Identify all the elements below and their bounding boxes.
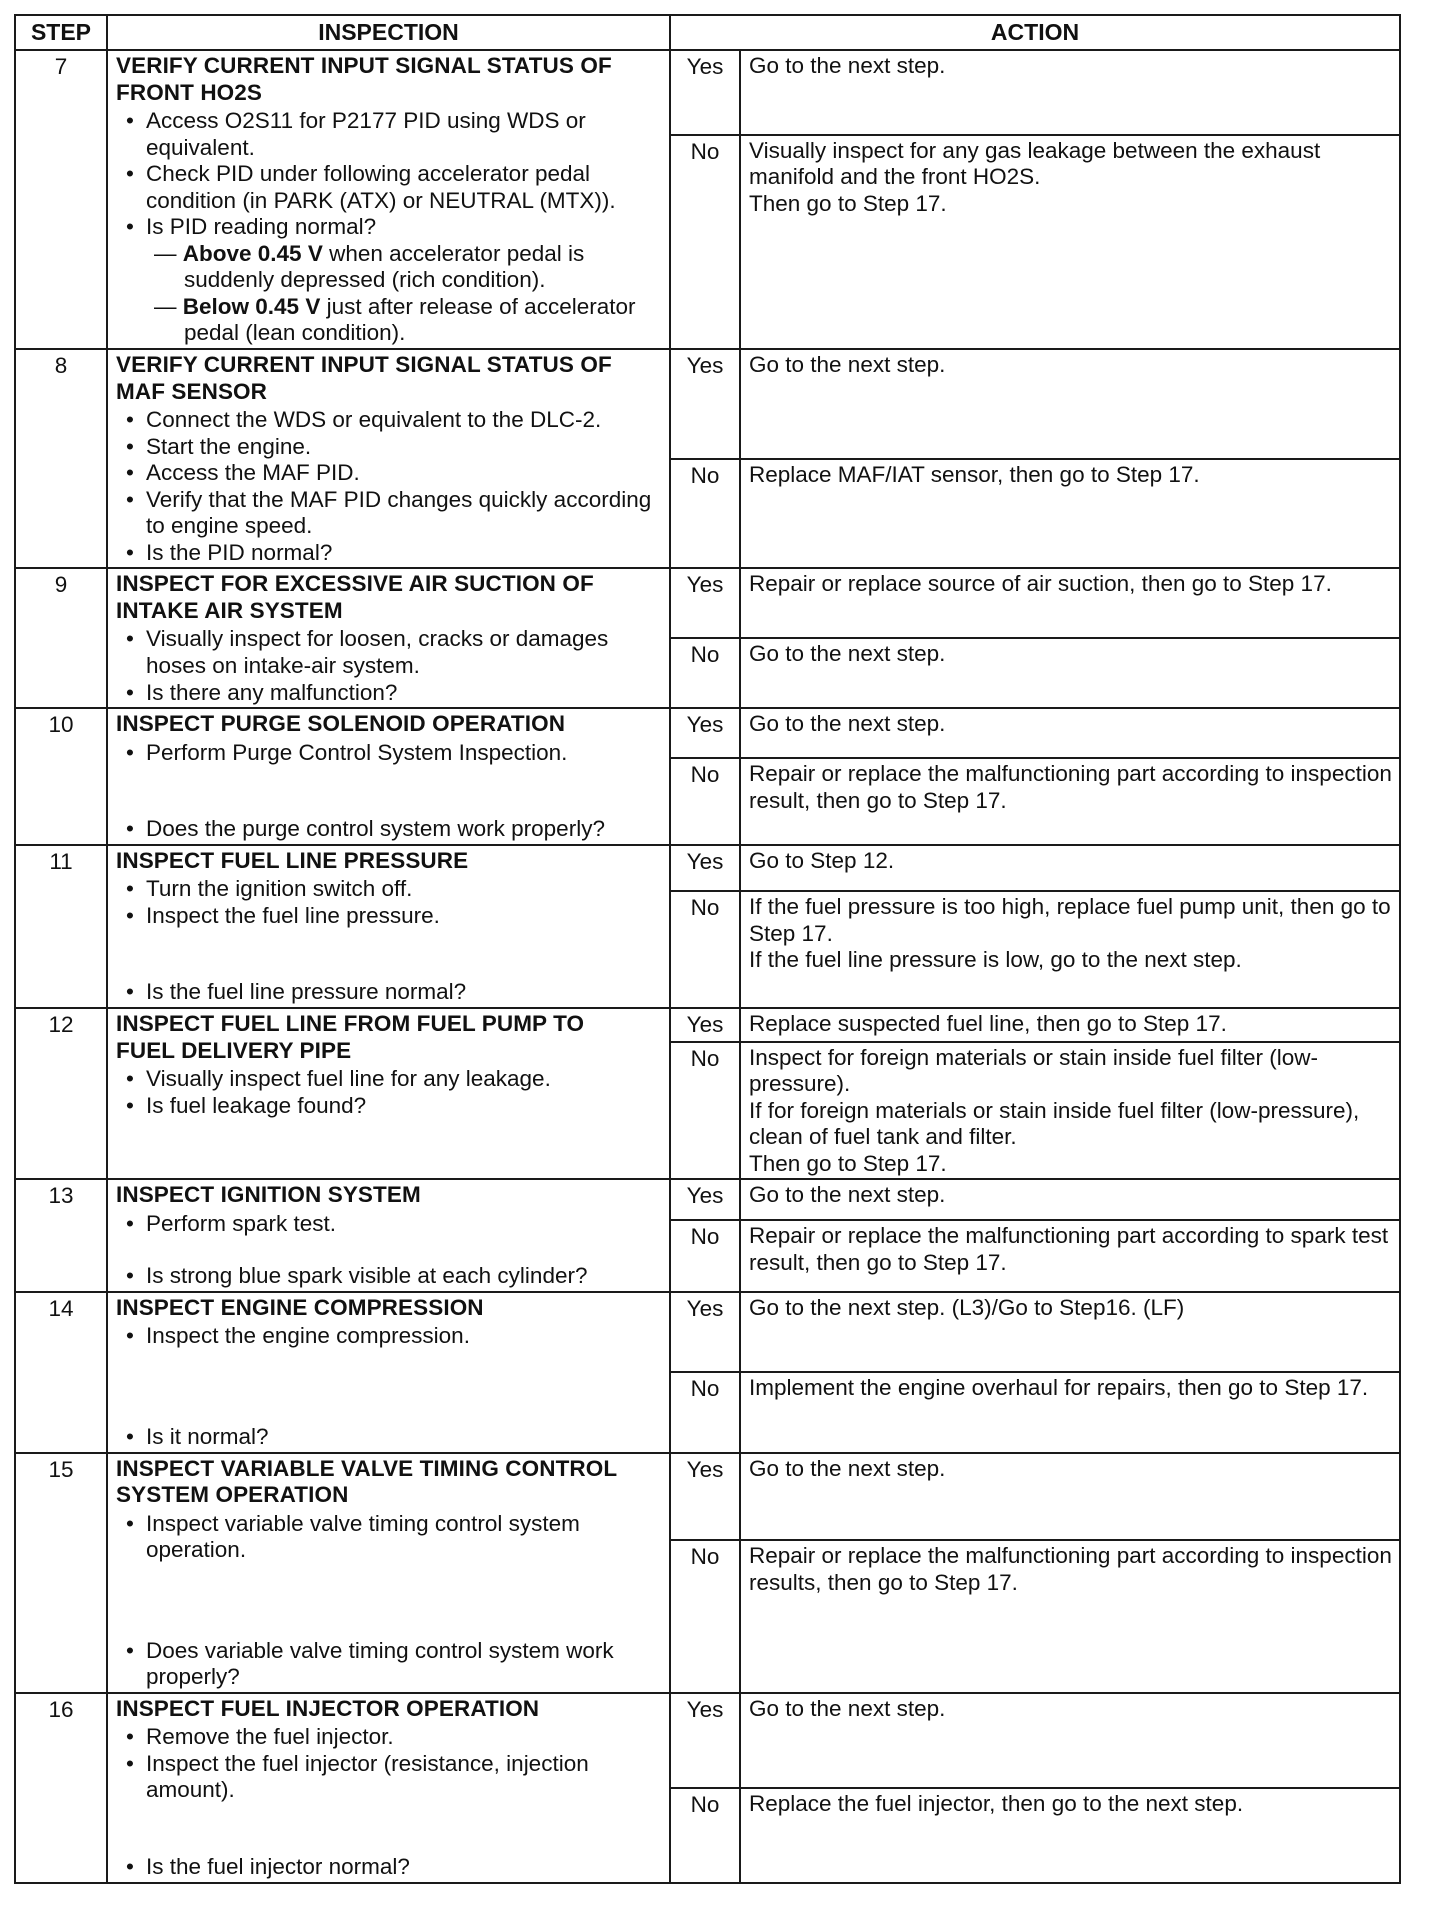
yes-label: Yes — [670, 1179, 740, 1220]
no-label: No — [670, 1788, 740, 1883]
table-row — [15, 568, 1400, 638]
yes-action: Go to the next step. — [740, 1179, 1400, 1220]
no-label: No — [670, 891, 740, 1008]
table-row — [15, 1179, 1400, 1220]
inspection-bullets — [116, 979, 663, 1006]
step-number: 7 — [15, 50, 107, 349]
no-action: Repair or replace the malfunctioning part according to spark test result, then go to Step 17. — [740, 1220, 1400, 1291]
inspection-cell — [107, 568, 670, 708]
step-number: 11 — [15, 845, 107, 1008]
criteria-item: — Below 0.45 V just after release of accelerator pedal (lean condition). — [154, 293, 636, 346]
no-action: If the fuel pressure is too high, replace fuel pump unit, then go to Step 17. If the fuel line pressure is low, go to the next step. — [740, 891, 1400, 1008]
inspection-title: VERIFY CURRENT INPUT SIGNAL STATUS OF MAF SENSOR — [116, 352, 612, 404]
list-item: • Visually inspect fuel line for any leakage. — [146, 1066, 663, 1093]
no-label: No — [670, 1042, 740, 1180]
inspection-bullets — [116, 1724, 663, 1804]
diagnostic-procedure-sheet — [14, 14, 1399, 1884]
yes-action: Repair or replace source of air suction, then go to Step 17. — [740, 568, 1400, 638]
inspection-title: INSPECT FOR EXCESSIVE AIR SUCTION OF INTAKE AIR SYSTEM — [116, 571, 594, 623]
no-action: Repair or replace the malfunctioning part according to inspection result, then go to Step 17. — [740, 758, 1400, 845]
list-item: • Connect the WDS or equivalent to the DLC-2. — [146, 407, 663, 434]
inspection-title: INSPECT PURGE SOLENOID OPERATION — [116, 711, 566, 737]
inspection-bullets — [116, 1854, 663, 1881]
yes-label: Yes — [670, 845, 740, 891]
no-action: Replace the fuel injector, then go to the next step. — [740, 1788, 1400, 1883]
header-step: STEP — [15, 15, 107, 50]
no-action: Go to the next step. — [740, 638, 1400, 708]
list-item: • Start the engine. — [146, 434, 663, 461]
step-number: 16 — [15, 1693, 107, 1883]
inspection-bullets — [116, 876, 663, 929]
list-item: • Access O2S11 for P2177 PID using WDS or equivalent. — [146, 108, 663, 161]
no-label: No — [670, 638, 740, 708]
inspection-cell — [107, 1453, 670, 1693]
yes-label: Yes — [670, 1453, 740, 1541]
list-item: • Does the purge control system work properly? — [146, 816, 663, 843]
table-row — [15, 50, 1400, 135]
inspection-title: INSPECT VARIABLE VALVE TIMING CONTROL SYSTEM OPERATION — [116, 1455, 618, 1508]
yes-label: Yes — [670, 1292, 740, 1372]
list-item: • Check PID under following accelerator pedal condition (in PARK (ATX) or NEUTRAL (MTX)). — [146, 161, 663, 214]
list-item: • Is there any malfunction? — [146, 680, 663, 707]
inspection-bullets — [116, 816, 663, 843]
inspection-bullets — [116, 1424, 663, 1451]
yes-action: Replace suspected fuel line, then go to Step 17. — [740, 1008, 1400, 1042]
yes-action: Go to the next step. — [740, 708, 1400, 758]
yes-action: Go to the next step. — [740, 349, 1400, 459]
inspection-cell — [107, 1292, 670, 1453]
list-item: • Is the fuel line pressure normal? — [146, 979, 663, 1006]
list-item: • Inspect the fuel line pressure. — [146, 903, 663, 930]
list-item: • Inspect the fuel injector (resistance, injection amount). — [146, 1751, 663, 1804]
yes-action: Go to the next step. — [740, 1693, 1400, 1788]
inspection-title: VERIFY CURRENT INPUT SIGNAL STATUS OF FRONT HO2S — [116, 53, 612, 105]
list-item: • Access the MAF PID. — [146, 460, 663, 487]
list-item: • Perform spark test. — [146, 1211, 663, 1238]
inspection-cell — [107, 50, 670, 349]
step-number: 9 — [15, 568, 107, 708]
step-number: 10 — [15, 708, 107, 845]
inspection-bullets — [116, 740, 663, 767]
list-item: • Inspect variable valve timing control system operation. — [146, 1511, 663, 1564]
step-number: 8 — [15, 349, 107, 568]
table-row — [15, 349, 1400, 459]
yes-action: Go to the next step. — [740, 50, 1400, 135]
list-item: • Remove the fuel injector. — [146, 1724, 663, 1751]
inspection-bullets — [116, 626, 663, 706]
inspection-cell — [107, 349, 670, 568]
header-action: ACTION — [670, 15, 1400, 50]
inspection-bullets — [116, 1066, 663, 1119]
inspection-bullets — [116, 1323, 663, 1350]
inspection-bullets — [116, 1638, 663, 1691]
diagnostic-table — [14, 14, 1401, 1884]
table-row — [15, 708, 1400, 758]
list-item: • Inspect the engine compression. — [146, 1323, 663, 1350]
list-item: • Is it normal? — [146, 1424, 663, 1451]
no-action: Visually inspect for any gas leakage between the exhaust manifold and the front HO2S. Then go to Step 17. — [740, 135, 1400, 349]
no-label: No — [670, 459, 740, 569]
no-action: Implement the engine overhaul for repairs, then go to Step 17. — [740, 1372, 1400, 1452]
list-item: • Is fuel leakage found? — [146, 1093, 663, 1120]
inspection-cell — [107, 1693, 670, 1883]
no-action: Inspect for foreign materials or stain inside fuel filter (low-pressure). If for foreign materials or stain inside fuel filter (low-pressure), clean of fuel tank and filter. Then go to Step 17. — [740, 1042, 1400, 1180]
no-label: No — [670, 1220, 740, 1291]
list-item: • Is strong blue spark visible at each cylinder? — [146, 1263, 663, 1290]
list-item: • Visually inspect for loosen, cracks or damages hoses on intake-air system. — [146, 626, 663, 679]
inspection-title: INSPECT ENGINE COMPRESSION — [116, 1294, 484, 1320]
list-item: • Is the PID normal? — [146, 540, 663, 567]
step-number: 13 — [15, 1179, 107, 1292]
inspection-title: INSPECT FUEL INJECTOR OPERATION — [116, 1695, 540, 1721]
yes-label: Yes — [670, 1008, 740, 1042]
inspection-title: INSPECT FUEL LINE FROM FUEL PUMP TO FUEL DELIVERY PIPE — [116, 1010, 585, 1063]
step-number: 12 — [15, 1008, 107, 1179]
list-item: • Is PID reading normal? — [146, 214, 663, 241]
yes-label: Yes — [670, 708, 740, 758]
table-row — [15, 1292, 1400, 1372]
no-action: Repair or replace the malfunctioning part according to inspection results, then go to Step 17. — [740, 1540, 1400, 1692]
inspection-cell — [107, 845, 670, 1008]
list-item: • Turn the ignition switch off. — [146, 876, 663, 903]
header-row — [15, 15, 1400, 50]
inspection-title: INSPECT IGNITION SYSTEM — [116, 1182, 421, 1208]
step-number: 14 — [15, 1292, 107, 1453]
no-label: No — [670, 135, 740, 349]
inspection-bullets — [116, 1211, 663, 1238]
inspection-bullets — [116, 108, 663, 241]
inspection-cell — [107, 1008, 670, 1179]
yes-label: Yes — [670, 568, 740, 638]
no-label: No — [670, 1372, 740, 1452]
inspection-bullets — [116, 407, 663, 566]
table-row — [15, 1453, 1400, 1541]
no-label: No — [670, 1540, 740, 1692]
yes-label: Yes — [670, 1693, 740, 1788]
inspection-bullets — [116, 1263, 663, 1290]
yes-action: Go to the next step. — [740, 1453, 1400, 1541]
step-number: 15 — [15, 1453, 107, 1693]
table-row — [15, 845, 1400, 891]
table-row — [15, 1693, 1400, 1788]
table-row — [15, 1008, 1400, 1042]
list-item: • Is the fuel injector normal? — [146, 1854, 663, 1881]
yes-action: Go to the next step. (L3)/Go to Step16. (LF) — [740, 1292, 1400, 1372]
list-item: • Does variable valve timing control system work properly? — [146, 1638, 663, 1691]
inspection-cell — [107, 708, 670, 845]
header-inspection: INSPECTION — [107, 15, 670, 50]
yes-label: Yes — [670, 50, 740, 135]
inspection-cell — [107, 1179, 670, 1292]
yes-label: Yes — [670, 349, 740, 459]
list-item: • Perform Purge Control System Inspection. — [146, 740, 663, 767]
criteria-item: — Above 0.45 V when accelerator pedal is suddenly depressed (rich condition). — [154, 240, 585, 293]
inspection-bullets — [116, 1511, 663, 1564]
no-label: No — [670, 758, 740, 845]
list-item: • Verify that the MAF PID changes quickly according to engine speed. — [146, 487, 663, 540]
yes-action: Go to Step 12. — [740, 845, 1400, 891]
no-action: Replace MAF/IAT sensor, then go to Step 17. — [740, 459, 1400, 569]
inspection-title: INSPECT FUEL LINE PRESSURE — [116, 847, 469, 873]
